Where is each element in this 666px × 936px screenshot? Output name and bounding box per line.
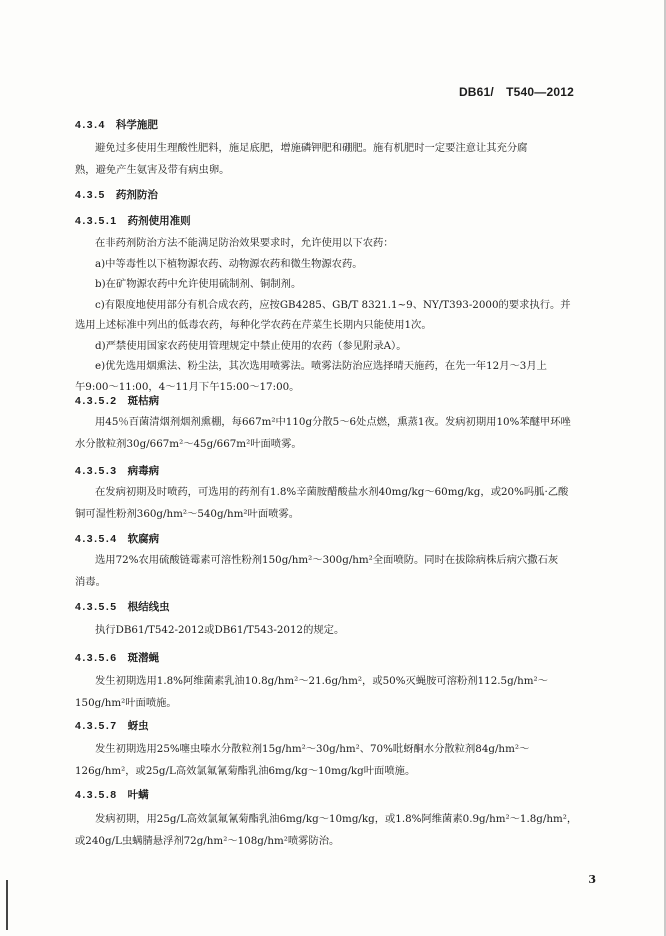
heading-title: 药剂使用准则: [127, 215, 191, 227]
heading-title: 蚜虫: [127, 720, 149, 732]
text-line: 水分散粒剂30g/667m²～45g/667m²叶面喷雾。: [75, 438, 302, 450]
heading-title: 斑潜蝇: [127, 652, 160, 664]
heading-title: 根结线虫: [127, 601, 170, 613]
paragraph-4-3-5-1: [75, 233, 595, 397]
paragraph-4-3-5-6: [75, 670, 595, 714]
heading-4-3-5-7: [75, 718, 149, 733]
standard-code-header: DB61/ T540—2012: [458, 85, 574, 99]
heading-number: 4.3.5.5: [75, 601, 118, 613]
text-line: 避免过多使用生理酸性肥料，施足底肥，增施磷钾肥和硼肥。施有机肥时一定要注意让其充分腐: [95, 142, 528, 154]
text-line: 150g/hm²叶面喷施。: [75, 697, 177, 709]
text-line: 在发病初期及时喷药，可选用的药剂有1.8%辛菌胺醋酸盐水剂40mg/kg～60mg/kg，或20%吗胍·乙酸: [95, 486, 569, 498]
heading-title: 软腐病: [127, 533, 160, 545]
heading-number: 4.3.5.8: [75, 789, 118, 801]
text-line: 用45％百菌清烟剂烟剂熏棚，每667m²中110g分散5～6处点燃，熏蒸1夜。发病初期用10%苯醚甲环唑: [95, 416, 571, 428]
paragraph-4-3-5-7: [75, 738, 595, 782]
heading-4-3-5-1: [75, 213, 191, 228]
page-number: 3: [588, 873, 596, 886]
paragraph-4-3-5-4: [75, 549, 595, 593]
text-line: 选用上述标准中列出的低毒农药，每种化学农药在芹菜生长期内只能使用1次。: [75, 319, 432, 331]
heading-4-3-5-3: [75, 463, 159, 478]
text-line: 发病初期，用25g/L高效氯氟氰菊酯乳油6mg/kg～10mg/kg，或1.8%阿维菌素0.9g/hm²～1.8g/hm²，: [95, 813, 578, 825]
text-line: b)在矿物源农药中允许使用硫制剂、铜制剂。: [95, 278, 302, 290]
text-line: 126g/hm²，或25g/L高效氯氟氰菊酯乳油6mg/kg～10mg/kg叶面喷施。: [75, 765, 416, 777]
text-line: 选用72%农用硫酸链霉素可溶性粉剂150g/hm²～300g/hm²全面喷防。同时在拔除病株后病穴撒石灰: [95, 554, 559, 566]
paragraph-4-3-5-2: [75, 411, 595, 455]
text-line: a)中等毒性以下植物源农药、动物源农药和微生物源农药。: [95, 257, 363, 270]
text-line: 铜可湿性粉剂360g/hm²～540g/hm²叶面喷雾。: [75, 508, 300, 520]
heading-number: 4.3.5.3: [75, 465, 118, 477]
heading-number: 4.3.5.1: [75, 215, 118, 227]
heading-title: 斑枯病: [127, 395, 160, 407]
heading-title: 科学施肥: [115, 119, 158, 131]
heading-4-3-5-6: [75, 650, 159, 665]
heading-4-3-5: [75, 187, 158, 202]
text-line: 执行DB61/T542-2012或DB61/T543-2012的规定。: [95, 624, 345, 636]
heading-title: 病毒病: [127, 465, 160, 477]
paragraph-4-3-5-3: [75, 481, 595, 525]
heading-4-3-4: [75, 117, 158, 132]
heading-number: 4.3.5.6: [75, 652, 118, 664]
text-line: 在非药剂防治方法不能满足防治效果要求时，允许使用以下农药：: [95, 237, 394, 249]
text-line: 发生初期选用25%噻虫嗪水分散粒剂15g/hm²～30g/hm²、70%吡蚜酮水分散粒剂84g/hm²～: [95, 743, 530, 755]
heading-4-3-5-5: [75, 599, 170, 614]
heading-number: 4.3.5.7: [75, 720, 118, 732]
heading-title: 药剂防治: [115, 189, 158, 201]
text-line: 熟，避免产生氨害及带有病虫卵。: [75, 164, 230, 176]
text-line: 消毒。: [75, 576, 106, 588]
paragraph-4-3-5-8: [75, 808, 595, 852]
heading-number: 4.3.5.4: [75, 533, 118, 545]
heading-title: 叶螨: [127, 789, 149, 801]
paragraph-4-3-5-5: [75, 619, 595, 641]
heading-number: 4.3.5: [75, 189, 106, 201]
heading-4-3-5-2: [75, 393, 159, 408]
paragraph-4-3-4: [75, 137, 595, 181]
text-line: 或240g/L虫螨腈悬浮剂72g/hm²～108g/hm²喷雾防治。: [75, 835, 340, 847]
heading-number: 4.3.5.2: [75, 395, 118, 407]
heading-4-3-5-4: [75, 531, 159, 546]
text-line: d)严禁使用国家农药使用管理规定中禁止使用的农药（参见附录A）。: [95, 339, 407, 352]
heading-number: 4.3.4: [75, 119, 106, 131]
text-line: c)有限度地使用部分有机合成农药，应按GB4285、GB/T 8321.1~9、NY/T393-2000的要求执行。并: [95, 298, 571, 311]
text-line: 发生初期选用1.8%阿维菌素乳油10.8g/hm²～21.6g/hm²，或50%灭蝇胺可溶粉剂112.5g/hm²～: [95, 675, 548, 687]
text-line: 午9:00～11:00，4～11月下午15:00～17:00。: [75, 380, 300, 393]
binding-edge-mark: [6, 880, 8, 930]
text-line: e)优先选用烟熏法、粉尘法，其次选用喷雾法。喷雾法防治应选择晴天施药，在先一年12月～3月上: [95, 360, 547, 372]
heading-4-3-5-8: [75, 787, 149, 802]
